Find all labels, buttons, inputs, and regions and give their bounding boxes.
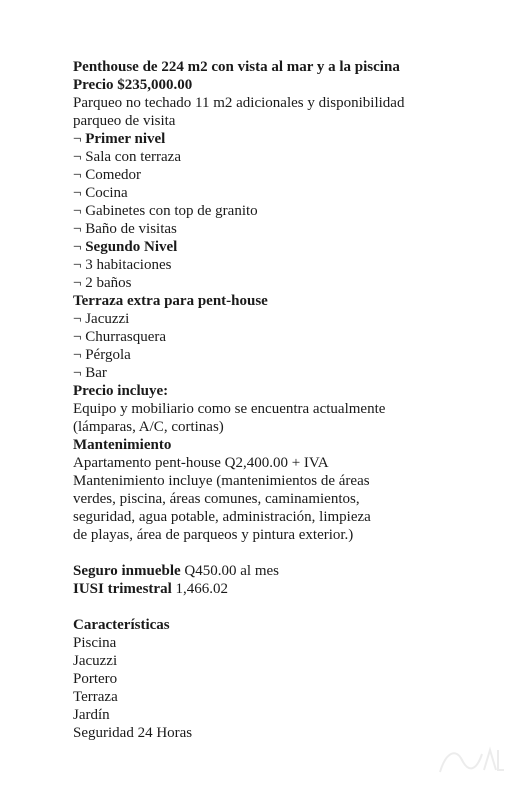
- precio-incluye-heading: Precio incluye:: [73, 383, 169, 399]
- caracteristicas-heading: Características: [73, 617, 170, 633]
- seguro-label: Seguro inmueble: [73, 563, 181, 579]
- bullet-glyph: ¬: [73, 329, 82, 345]
- watermark-logo-icon: [436, 742, 506, 778]
- list-item: [73, 220, 493, 238]
- bullet-glyph: ¬: [73, 257, 82, 273]
- listing-price: Precio $235,000.00: [73, 77, 193, 93]
- precio-incluye-line: (lámparas, A/C, cortinas): [73, 419, 224, 435]
- bullet-glyph: ¬: [73, 203, 82, 219]
- segundo-nivel-heading-row: [73, 238, 493, 256]
- segundo-nivel-heading: Segundo Nivel: [85, 239, 178, 255]
- mantenimiento-line: de playas, área de parqueos y pintura exterior.): [73, 527, 354, 543]
- mantenimiento-line: verdes, piscina, áreas comunes, caminamientos,: [73, 491, 360, 507]
- precio-incluye-line: Equipo y mobiliario como se encuentra actualmente: [73, 401, 386, 417]
- mantenimiento-line: Mantenimiento incluye (mantenimientos de áreas: [73, 473, 370, 489]
- list-item: [73, 202, 493, 220]
- iusi-label: IUSI trimestral: [73, 581, 172, 597]
- list-item-text: Churrasquera: [85, 329, 167, 345]
- bullet-glyph: ¬: [73, 311, 82, 327]
- list-item-text: Cocina: [85, 185, 128, 201]
- listing-title: Penthouse de 224 m2 con vista al mar y a la piscina: [73, 59, 400, 75]
- list-item-text: Comedor: [85, 167, 142, 183]
- list-item: Jacuzzi: [73, 653, 118, 669]
- iusi-value: 1,466.02: [175, 581, 228, 597]
- list-item-text: Gabinetes con top de granito: [85, 203, 258, 219]
- list-item-text: Sala con terraza: [85, 149, 181, 165]
- list-item: Portero: [73, 671, 118, 687]
- list-item: [73, 184, 493, 202]
- primer-nivel-heading: Primer nivel: [85, 131, 166, 147]
- parking-text-line-1: Parqueo no techado 11 m2 adicionales y disponibilidad: [73, 95, 405, 111]
- list-item: Jardín: [73, 707, 110, 723]
- bullet-glyph: ¬: [73, 275, 82, 291]
- seguro-row: [73, 562, 493, 580]
- seguro-value: Q450.00 al mes: [184, 563, 279, 579]
- list-item: [73, 148, 493, 166]
- list-item-text: Jacuzzi: [85, 311, 130, 327]
- list-item-text: 2 baños: [85, 275, 132, 291]
- list-item: [73, 364, 493, 382]
- iusi-row: [73, 580, 493, 598]
- list-item: [73, 274, 493, 292]
- terraza-extra-heading: Terraza extra para pent-house: [73, 293, 268, 309]
- mantenimiento-line: Apartamento pent-house Q2,400.00 + IVA: [73, 455, 329, 471]
- list-item: Terraza: [73, 689, 118, 705]
- list-item-text: 3 habitaciones: [85, 257, 172, 273]
- list-item-text: Baño de visitas: [85, 221, 177, 237]
- list-item: [73, 310, 493, 328]
- mantenimiento-heading: Mantenimiento: [73, 437, 172, 453]
- mantenimiento-line: seguridad, agua potable, administración, limpieza: [73, 509, 371, 525]
- list-item: Piscina: [73, 635, 117, 651]
- list-item: Seguridad 24 Horas: [73, 725, 193, 741]
- bullet-glyph: ¬: [73, 149, 82, 165]
- list-item: [73, 166, 493, 184]
- list-item-text: Bar: [85, 365, 107, 381]
- list-item-text: Pérgola: [85, 347, 131, 363]
- bullet-glyph: ¬: [73, 221, 82, 237]
- spacer: [73, 544, 493, 562]
- list-item: [73, 328, 493, 346]
- list-item: [73, 256, 493, 274]
- primer-nivel-heading-row: [73, 130, 493, 148]
- list-item: [73, 346, 493, 364]
- bullet-glyph: ¬: [73, 185, 82, 201]
- property-listing: [73, 58, 493, 742]
- bullet-glyph: ¬: [73, 239, 82, 255]
- parking-text-line-2: parqueo de visita: [73, 113, 176, 129]
- bullet-glyph: ¬: [73, 131, 82, 147]
- bullet-glyph: ¬: [73, 365, 82, 381]
- bullet-glyph: ¬: [73, 167, 82, 183]
- spacer: [73, 598, 493, 616]
- bullet-glyph: ¬: [73, 347, 82, 363]
